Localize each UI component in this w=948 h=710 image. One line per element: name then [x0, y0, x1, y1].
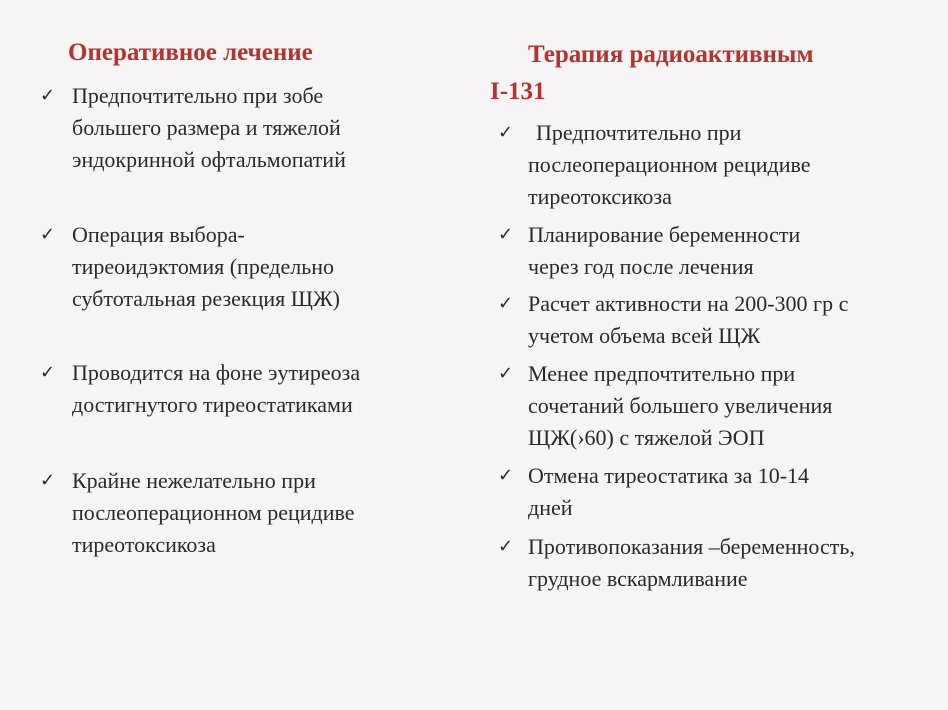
check-icon: ✓ — [498, 536, 514, 557]
left-item-3-line-1: Проводится на фоне эутиреоза — [72, 360, 361, 385]
right-item-6-line-2: грудное вскармливание — [528, 566, 748, 591]
right-heading-line-1: Терапия радиоактивным — [528, 41, 814, 68]
right-item-2-line-1: Планирование беременности — [528, 222, 801, 247]
right-item-6-line-1: Противопоказания –беременность, — [528, 534, 855, 559]
right-item-6 — [528, 531, 855, 595]
right-item-3-line-2: учетом объема всей ЩЖ — [528, 323, 761, 348]
left-item-1-line-1: Предпочтительно при зобе — [72, 83, 324, 108]
right-item-5-line-2: дней — [528, 495, 573, 520]
right-item-1-line-3: тиреотоксикоза — [528, 184, 672, 209]
right-item-1 — [528, 117, 811, 213]
left-item-2-line-1: Операция выбора- — [72, 222, 245, 247]
left-item-1-line-2: большего размера и тяжелой — [72, 115, 341, 140]
check-icon: ✓ — [498, 465, 514, 486]
check-icon: ✓ — [498, 122, 514, 143]
check-icon: ✓ — [40, 470, 56, 491]
left-item-3-line-2: достигнутого тиреостатиками — [72, 392, 353, 417]
right-item-1-line-1: Предпочтительно при — [536, 120, 742, 145]
right-item-4-line-2: сочетаний большего увеличения — [528, 393, 833, 418]
left-item-2-line-2: тиреоидэктомия (предельно — [72, 254, 335, 279]
check-icon: ✓ — [498, 363, 514, 384]
right-item-5-line-1: Отмена тиреостатика за 10-14 — [528, 463, 810, 488]
left-item-2-line-3: субтотальная резекция ЩЖ) — [72, 286, 340, 311]
right-item-2-line-2: через год после лечения — [528, 254, 754, 279]
left-item-4-line-2: послеоперационном рецидиве — [72, 500, 355, 525]
check-icon: ✓ — [498, 293, 514, 314]
left-item-4-line-1: Крайне нежелательно при — [72, 468, 316, 493]
left-item-3 — [72, 357, 360, 421]
right-item-3-line-1: Расчет активности на 200-300 гр с — [528, 291, 849, 316]
left-item-1 — [72, 80, 346, 176]
check-icon: ✓ — [40, 362, 56, 383]
right-item-5 — [528, 460, 809, 524]
right-item-4 — [528, 358, 832, 454]
right-item-1-line-2: послеоперационном рецидиве — [528, 152, 811, 177]
left-item-2 — [72, 219, 340, 315]
check-icon: ✓ — [40, 85, 56, 106]
left-item-1-line-3: эндокринной офтальмопатий — [72, 147, 346, 172]
right-item-3 — [528, 288, 848, 352]
check-icon: ✓ — [40, 224, 56, 245]
right-item-4-line-3: ЩЖ(›60) с тяжелой ЭОП — [528, 425, 765, 450]
right-item-4-line-1: Менее предпочтительно при — [528, 361, 796, 386]
right-heading-line-2: I-131 — [490, 78, 546, 105]
left-heading: Оперативное лечение — [68, 39, 313, 66]
right-item-2 — [528, 219, 800, 283]
left-item-4-line-3: тиреотоксикоза — [72, 532, 216, 557]
check-icon: ✓ — [498, 224, 514, 245]
left-item-4 — [72, 465, 355, 561]
